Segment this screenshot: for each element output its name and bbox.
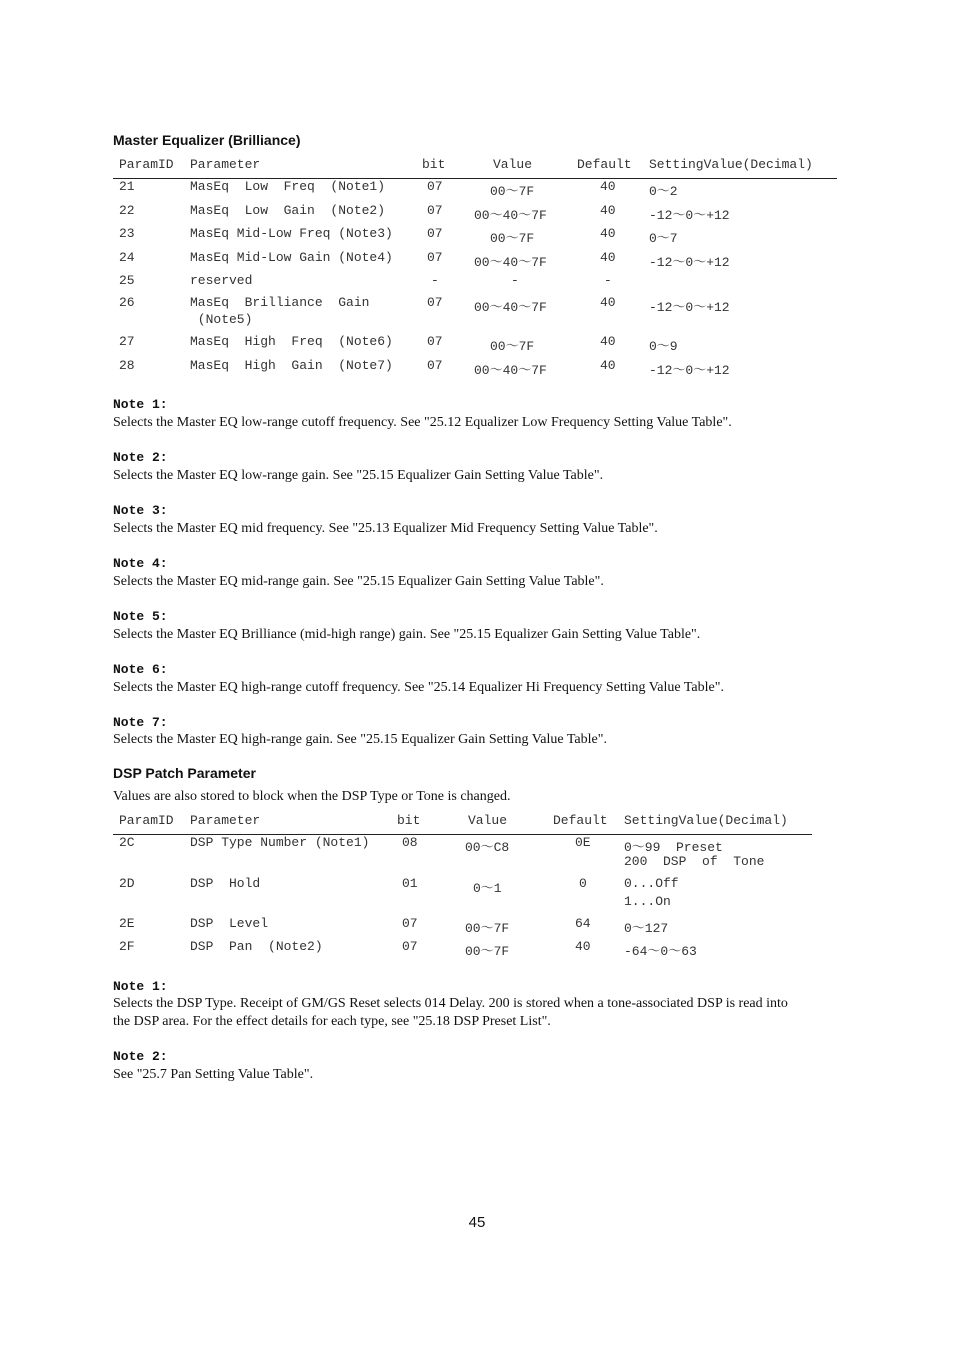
table-row — [113, 250, 837, 274]
note-text: See "25.7 Pan Setting Value Table". — [113, 1067, 314, 1082]
col-bit: bit — [397, 813, 421, 828]
note-label: Note 4: — [113, 556, 168, 571]
note-text: Selects the Master EQ low-range gain. See "25.15 Equalizer Gain Setting Value Table". — [113, 468, 604, 483]
note-label: Note 1: — [113, 979, 168, 994]
note-label: Note 3: — [113, 503, 168, 518]
cell-bit: 07 — [402, 916, 418, 931]
note-label: Note 5: — [113, 609, 168, 624]
cell-setting: 0〜2 — [649, 184, 678, 199]
col-bit: bit — [422, 157, 446, 172]
cell-param: MasEq Brilliance Gain — [190, 295, 370, 310]
cell-bit: 07 — [427, 250, 443, 265]
cell-setting: -64〜0〜63 — [624, 944, 697, 959]
table-row — [113, 226, 837, 250]
note-label: Note 2: — [113, 450, 168, 465]
cell-bit: 07 — [427, 203, 443, 218]
cell-value: 00〜7F — [490, 231, 535, 246]
cell-setting: 0〜99 Preset — [624, 840, 723, 855]
cell-default: - — [604, 273, 612, 288]
cell-param: DSP Level — [190, 916, 269, 931]
table-header — [113, 156, 837, 179]
cell-id: 27 — [119, 334, 135, 349]
note-label: Note 1: — [113, 397, 168, 412]
cell-setting: 0〜7 — [649, 231, 678, 246]
table-row — [113, 358, 837, 382]
col-value: Value — [493, 157, 533, 172]
cell-setting: -12〜0〜+12 — [649, 208, 730, 223]
col-setting: SettingValue(Decimal) — [649, 157, 813, 172]
section-title-dsp-patch: DSP Patch Parameter — [113, 765, 256, 781]
cell-bit: 07 — [427, 295, 443, 310]
note-text: Selects the Master EQ mid frequency. See "25.13 Equalizer Mid Frequency Setting Value Table". — [113, 521, 658, 536]
note-label: Note 6: — [113, 662, 168, 677]
dsp-patch-table — [113, 812, 812, 959]
col-parameter: Parameter — [190, 157, 261, 172]
table-header — [113, 812, 812, 835]
cell-value: 00〜C8 — [465, 840, 510, 855]
section-title-master-eq: Master Equalizer (Brilliance) — [113, 132, 301, 148]
note-text: Selects the Master EQ Brilliance (mid-high range) gain. See "25.15 Equalizer Gain Setting Value Table". — [113, 627, 701, 642]
cell-value: 00〜40〜7F — [474, 208, 547, 223]
cell-id: 26 — [119, 295, 135, 310]
table-row — [113, 179, 837, 203]
page-number: 45 — [468, 1214, 486, 1231]
cell-id: 2D — [119, 876, 135, 891]
cell-setting: -12〜0〜+12 — [649, 255, 730, 270]
cell-id: 25 — [119, 273, 135, 288]
cell-bit: 07 — [427, 334, 443, 349]
cell-setting-cont: 200 DSP of Tone — [624, 854, 765, 869]
cell-param: MasEq Mid-Low Freq (Note3) — [190, 226, 393, 241]
cell-param: MasEq High Gain (Note7) — [190, 358, 393, 373]
cell-value: 00〜7F — [465, 921, 510, 936]
cell-setting: 0〜127 — [624, 921, 669, 936]
cell-param-cont: (Note5) — [190, 312, 253, 327]
cell-bit: 07 — [427, 179, 443, 194]
cell-bit: - — [431, 273, 439, 288]
cell-param: DSP Pan (Note2) — [190, 939, 323, 954]
cell-bit: 07 — [427, 226, 443, 241]
cell-default: 40 — [600, 334, 616, 349]
cell-param: MasEq Low Freq (Note1) — [190, 179, 386, 194]
cell-setting: 0〜9 — [649, 339, 678, 354]
cell-id: 28 — [119, 358, 135, 373]
cell-bit: 07 — [427, 358, 443, 373]
table-row — [113, 876, 812, 916]
table-row — [113, 273, 837, 295]
cell-value: 00〜40〜7F — [474, 255, 547, 270]
cell-value: 00〜7F — [490, 184, 535, 199]
note-text: Selects the Master EQ high-range cutoff frequency. See "25.14 Equalizer Hi Frequency Setting Value Table". — [113, 680, 724, 695]
cell-value: 00〜40〜7F — [474, 363, 547, 378]
cell-default: 40 — [575, 939, 591, 954]
cell-param: DSP Type Number (Note1) — [190, 835, 370, 850]
cell-setting: -12〜0〜+12 — [649, 300, 730, 315]
cell-value: 00〜40〜7F — [474, 300, 547, 315]
cell-id: 2E — [119, 916, 135, 931]
cell-default: 0 — [579, 876, 587, 891]
table-row — [113, 203, 837, 227]
col-parameter: Parameter — [190, 813, 261, 828]
table-row — [113, 334, 837, 358]
cell-default: 0E — [575, 835, 591, 850]
cell-default: 40 — [600, 250, 616, 265]
col-value: Value — [468, 813, 508, 828]
cell-default: 40 — [600, 295, 616, 310]
table-row — [113, 295, 837, 335]
table-row — [113, 939, 812, 963]
note-label: Note 7: — [113, 715, 168, 730]
cell-param: reserved — [190, 273, 253, 288]
cell-param: DSP Hold — [190, 876, 261, 891]
col-setting: SettingValue(Decimal) — [624, 813, 788, 828]
col-default: Default — [577, 157, 632, 172]
note-text: Selects the Master EQ high-range gain. See "25.15 Equalizer Gain Setting Value Table". — [113, 732, 607, 747]
cell-value: - — [511, 273, 519, 288]
col-paramid: ParamID — [119, 157, 174, 172]
cell-bit: 08 — [402, 835, 418, 850]
cell-value: 00〜7F — [465, 944, 510, 959]
cell-param: MasEq High Freq (Note6) — [190, 334, 393, 349]
cell-id: 2F — [119, 939, 135, 954]
cell-id: 2C — [119, 835, 135, 850]
cell-value: 0〜1 — [473, 881, 502, 896]
cell-default: 40 — [600, 203, 616, 218]
cell-default: 64 — [575, 916, 591, 931]
cell-setting: -12〜0〜+12 — [649, 363, 730, 378]
table-row — [113, 835, 812, 875]
section-intro: Values are also stored to block when the DSP Type or Tone is changed. — [113, 789, 511, 804]
cell-bit: 07 — [402, 939, 418, 954]
col-paramid: ParamID — [119, 813, 174, 828]
cell-setting-cont: 1...On — [624, 894, 671, 909]
cell-param: MasEq Mid-Low Gain (Note4) — [190, 250, 393, 265]
note-label: Note 2: — [113, 1049, 168, 1064]
note-text: Selects the Master EQ mid-range gain. See "25.15 Equalizer Gain Setting Value Table". — [113, 574, 604, 589]
cell-id: 23 — [119, 226, 135, 241]
cell-param: MasEq Low Gain (Note2) — [190, 203, 386, 218]
cell-id: 21 — [119, 179, 135, 194]
cell-id: 24 — [119, 250, 135, 265]
cell-id: 22 — [119, 203, 135, 218]
cell-default: 40 — [600, 179, 616, 194]
cell-value: 00〜7F — [490, 339, 535, 354]
cell-setting: 0...Off — [624, 876, 679, 891]
note-text: Selects the Master EQ low-range cutoff frequency. See "25.12 Equalizer Low Frequency Setting Value Table". — [113, 415, 732, 430]
col-default: Default — [553, 813, 608, 828]
cell-bit: 01 — [402, 876, 418, 891]
note-text: Selects the DSP Type. Receipt of GM/GS Reset selects 014 Delay. 200 is stored when a tone-associated DSP is read into the DSP area. For the effect details for each type, see "25.18 DSP Preset List". — [113, 996, 788, 1029]
cell-default: 40 — [600, 226, 616, 241]
table-row — [113, 916, 812, 940]
cell-default: 40 — [600, 358, 616, 373]
master-eq-table — [113, 156, 837, 378]
